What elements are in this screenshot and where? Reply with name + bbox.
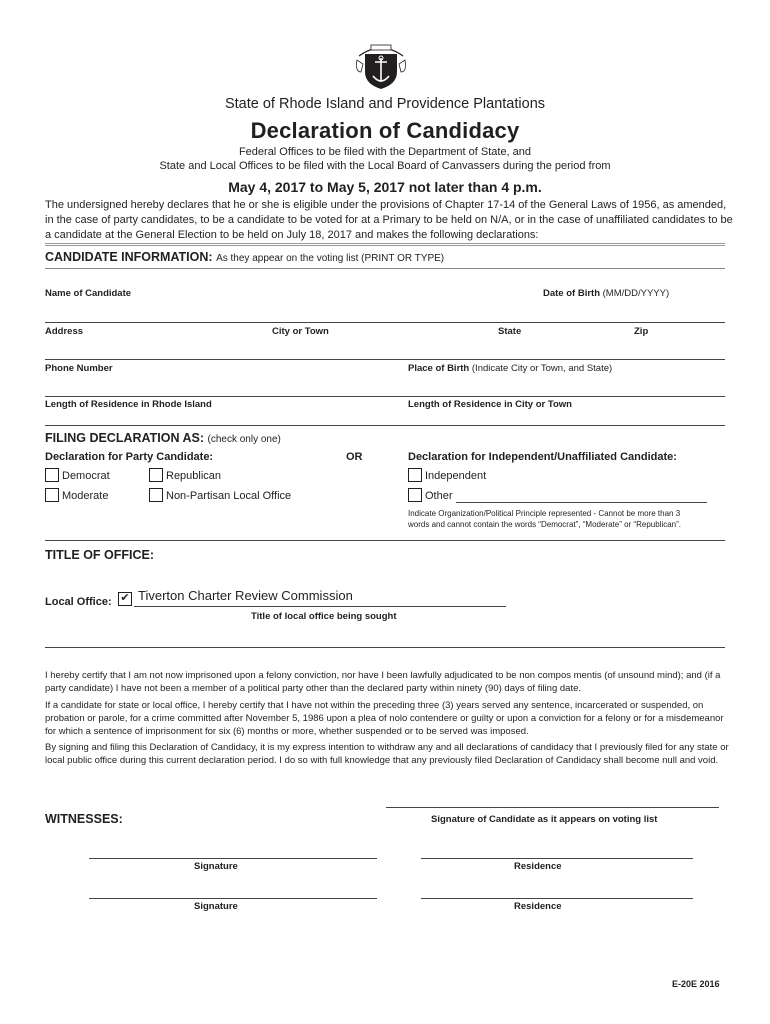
- witness1-residence-line[interactable]: [421, 858, 693, 859]
- candidate-signature-line[interactable]: [386, 807, 719, 808]
- or-label: OR: [346, 451, 363, 463]
- other-note-line1: Indicate Organization/Political Principle represented - Cannot be more than 3: [408, 509, 681, 518]
- local-office-label: Local Office:: [45, 596, 112, 608]
- certification-paragraph-1: I hereby certify that I am not now imprisoned upon a felony conviction, nor have I been lawfully adjudicated to be non compos mentis (of unsound mind); and (if a party candidate) I have not been a member of a political party other than the declared party within ninety (90) days of filing date.: [45, 670, 721, 694]
- office-divider: [45, 540, 725, 541]
- republican-label: Republican: [166, 470, 222, 482]
- name-label: Name of Candidate: [45, 288, 132, 299]
- dob-note: (MM/DD/YYYY): [602, 288, 670, 299]
- witness2-signature-label: Signature: [194, 901, 238, 912]
- residence-city-label: Length of Residence in City or Town: [408, 399, 572, 410]
- moderate-checkbox[interactable]: [45, 488, 59, 502]
- office-input-line: [134, 606, 506, 607]
- state-label: State: [498, 326, 522, 337]
- pob-label-text: Place of Birth: [408, 363, 470, 374]
- party-heading: Declaration for Party Candidate:: [45, 451, 214, 463]
- filing-heading: [45, 431, 281, 445]
- residence-ri-label: Length of Residence in Rhode Island: [45, 399, 212, 410]
- candidate-info-note: As they appear on the voting list (PRINT OR TYPE): [216, 253, 445, 264]
- non-partisan-checkbox[interactable]: [149, 488, 163, 502]
- candidate-info-title: CANDIDATE INFORMATION:: [45, 250, 213, 264]
- pob-note: (Indicate City or Town, and State): [471, 363, 613, 374]
- other-checkbox[interactable]: [408, 488, 422, 502]
- certification-paragraph-3: By signing and filing this Declaration of Candidacy, it is my express intention to withdraw any and all declarations of candidacy that I previously filed for any state or local public office during this current declaration period. I do so with full knowledge that any previously filed Declaration of Candidacy shall become null and void.: [45, 742, 729, 766]
- divider: [45, 268, 725, 269]
- witness2-signature-line[interactable]: [89, 898, 377, 899]
- dob-label-text: Date of Birth: [543, 288, 600, 299]
- city-label: City or Town: [272, 326, 329, 337]
- address-label: Address: [45, 326, 84, 337]
- non-partisan-label: Non-Partisan Local Office: [166, 490, 292, 502]
- filing-divider: [45, 425, 725, 426]
- address-line[interactable]: [45, 322, 725, 323]
- cert-divider: [45, 647, 725, 648]
- state-seal-icon: [353, 42, 409, 90]
- witness1-signature-line[interactable]: [89, 858, 377, 859]
- candidate-info-heading: [45, 250, 444, 264]
- state-name: State of Rhode Island and Providence Plantations: [224, 96, 546, 112]
- zip-label: Zip: [634, 326, 649, 337]
- witness1-residence-label: Residence: [514, 861, 562, 872]
- candidate-signature-label: Signature of Candidate as it appears on voting list: [431, 814, 658, 825]
- office-heading: TITLE OF OFFICE:: [45, 548, 155, 562]
- independent-label: Independent: [425, 470, 487, 482]
- witness2-residence-line[interactable]: [421, 898, 693, 899]
- certification-paragraph-2: If a candidate for state or local office, I hereby certify that I have not within the preceding three (3) years served any sentence, incarcerated or suspended, on probation or parole, for a crime committed after November 5, 1986 upon a plea of nolo contendere or guilty or upon a conviction for a felony or for a misdemeanor for which a sentence of imprisonment for six (6) months or more, whether suspended or to be served was imposed.: [45, 700, 724, 737]
- witness1-signature-label: Signature: [194, 861, 238, 872]
- other-note-line2: words and cannot contain the words “Democrat”, “Moderate” or “Republican”.: [408, 520, 682, 529]
- filing-note: (check only one): [207, 434, 281, 445]
- witness2-residence-label: Residence: [514, 901, 562, 912]
- democrat-checkbox[interactable]: [45, 468, 59, 482]
- moderate-label: Moderate: [62, 490, 109, 502]
- pob-label: [408, 363, 612, 374]
- intro-paragraph: The undersigned hereby declares that he or she is eligible under the provisions of Chapter 17-14 of the General Laws of 1956, as amended, in the case of party candidates, to be a candidate to be voted for at a Primary to be held on N/A, or in the case of unaffiliated candidates to be a candidate at the General Election to be held on July 18, 2017 and makes the following declarations:: [45, 199, 733, 241]
- phone-label: Phone Number: [45, 363, 113, 374]
- form-code: E-20E 2016: [672, 979, 720, 989]
- office-caption: Title of local office being sought: [251, 611, 397, 622]
- office-value[interactable]: Tiverton Charter Review Commission: [138, 588, 353, 603]
- witnesses-heading: WITNESSES:: [45, 812, 123, 826]
- independent-checkbox[interactable]: [408, 468, 422, 482]
- phone-line[interactable]: [45, 359, 725, 360]
- democrat-label: Democrat: [62, 470, 110, 482]
- subtitle-line1: Federal Offices to be filed with the Department of State, and: [238, 146, 532, 158]
- dob-label: [543, 288, 669, 299]
- divider: [45, 243, 725, 246]
- republican-checkbox[interactable]: [149, 468, 163, 482]
- filing-title: FILING DECLARATION AS:: [45, 431, 205, 445]
- residence-line[interactable]: [45, 396, 725, 397]
- other-label: Other: [425, 490, 453, 502]
- local-office-checkbox[interactable]: ✔: [118, 592, 132, 606]
- subtitle-line2: State and Local Offices to be filed with the Local Board of Canvassers during the period from: [159, 160, 611, 172]
- other-input-line[interactable]: [456, 502, 707, 503]
- filing-period: May 4, 2017 to May 5, 2017 not later than 4 p.m.: [228, 179, 542, 195]
- form-title: Declaration of Candidacy: [250, 118, 520, 143]
- independent-heading: Declaration for Independent/Unaffiliated Candidate:: [408, 451, 677, 463]
